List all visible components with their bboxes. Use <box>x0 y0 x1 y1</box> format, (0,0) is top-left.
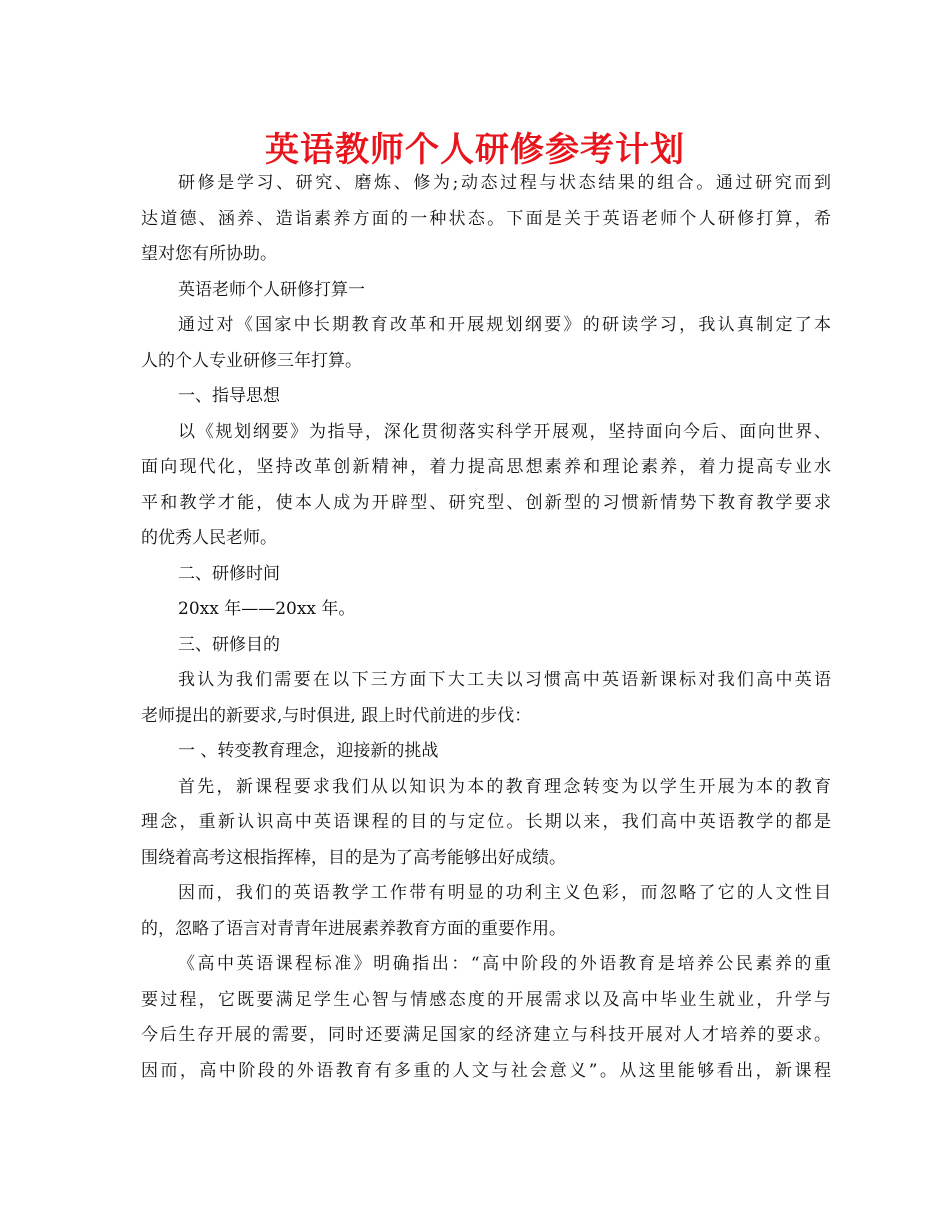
text-line: 一、指导思想 <box>178 386 280 406</box>
text-line: 今后生存开展的需要，同时还要满足国家的经济建立与科技开展对人才培养的要求。 <box>141 1025 831 1045</box>
text-line: 研修是学习、研究、磨炼、修为;动态过程与状态结果的组合。通过研究而到 <box>178 173 831 193</box>
text-line: 面向现代化，坚持改革创新精神，着力提高思想素养和理论素养，着力提高专业水 <box>141 457 831 477</box>
text-line: 我认为我们需要在以下三方面下大工夫以习惯高中英语新课标对我们高中英语 <box>178 670 831 690</box>
text-line: 以《规划纲要》为指导，深化贯彻落实科学开展观，坚持面向今后、面向世界、 <box>178 421 831 442</box>
text-line: 望对您有所协助。 <box>141 244 277 264</box>
text-line: 二、研修时间 <box>178 563 280 584</box>
text-line: 人的个人专业研修三年打算。 <box>141 350 362 371</box>
text-line: 《高中英语课程标准》明确指出：“高中阶段的外语教育是培养公民素养的重 <box>178 954 831 974</box>
text-line: 要过程，它既要满足学生心智与情感态度的开展需求以及高中毕业生就业，升学与 <box>141 989 831 1010</box>
text-line: 因而，我们的英语教学工作带有明显的功利主义色彩，而忽略了它的人文性目 <box>178 883 831 903</box>
text-line: 一 、转变教育理念，迎接新的挑战 <box>178 741 439 761</box>
text-line: 达道德、涵养、造诣素养方面的一种状态。下面是关于英语老师个人研修打算，希 <box>141 208 831 229</box>
text-line: 的优秀人民老师。 <box>141 528 277 548</box>
text-line: 平和教学才能，使本人成为开辟型、研究型、创新型的习惯新情势下教育教学要求 <box>141 492 831 513</box>
text-line: 围绕着高考这根指挥棒，目的是为了高考能够出好成绩。 <box>141 847 566 868</box>
text-line: 的，忽略了语言对青青年进展素养教育方面的重要作用。 <box>141 918 566 939</box>
text-line: 三、研修目的 <box>178 634 280 655</box>
text-line: 通过对《国家中长期教育改革和开展规划纲要》的研读学习，我认真制定了本 <box>178 315 831 335</box>
text-line: 因而，高中阶段的外语教育有多重的人文与社会意义”。从这里能够看出，新课程 <box>141 1060 831 1081</box>
text-line: 老师提出的新要求,与时俱进, 跟上时代前进的步伐： <box>141 705 532 726</box>
text-line: 理念，重新认识高中英语课程的目的与定位。长期以来，我们高中英语教学的都是 <box>141 812 831 832</box>
text-line: 英语老师个人研修打算一 <box>178 279 365 300</box>
document-title: 英语教师个人研修参考计划 <box>265 130 685 170</box>
document-body <box>141 166 831 1089</box>
text-line: 首先，新课程要求我们从以知识为本的教育理念转变为以学生开展为本的教育 <box>178 776 831 797</box>
text-line: 20xx 年——20xx 年。 <box>178 599 356 619</box>
